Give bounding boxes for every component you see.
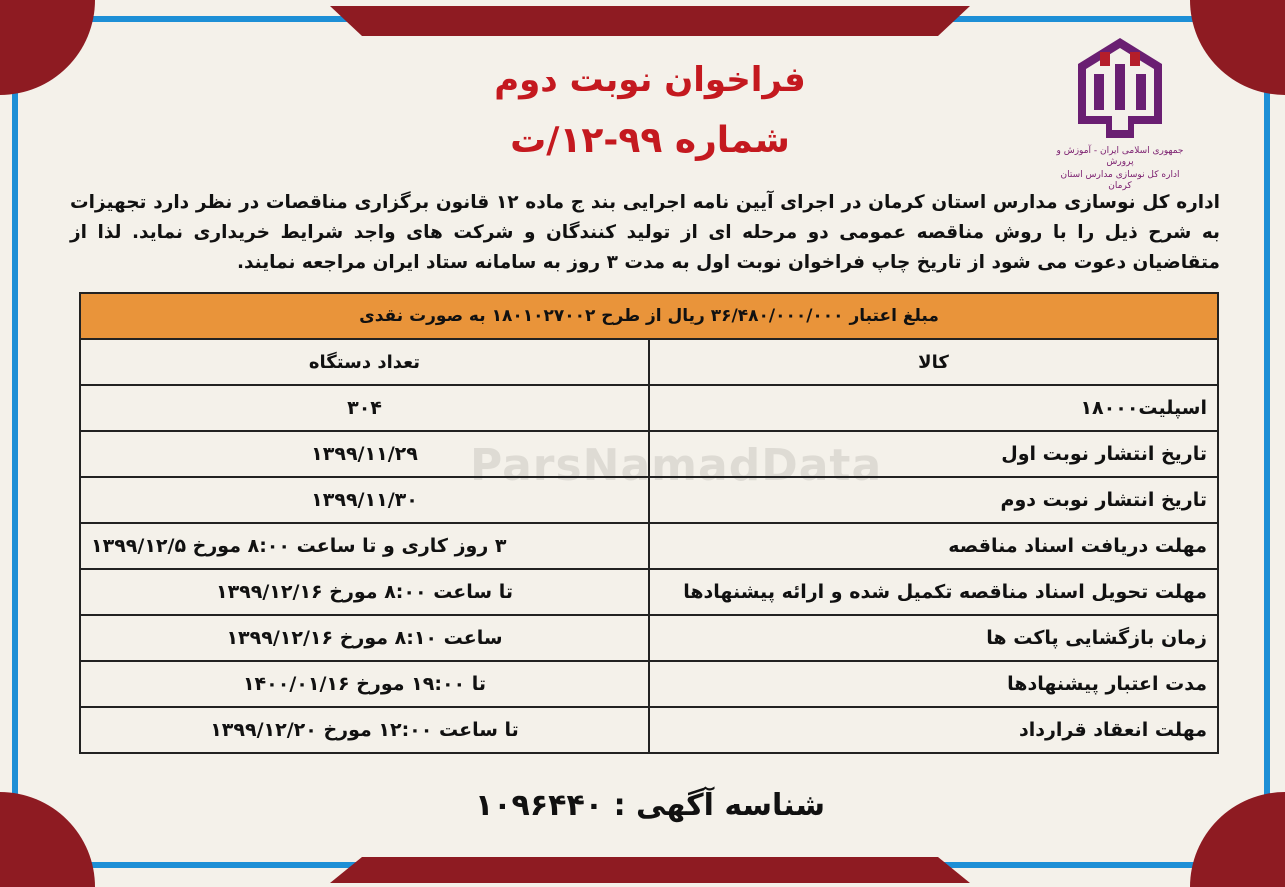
column-header-count: تعداد دستگاه bbox=[80, 339, 649, 385]
row-value: ۳ روز کاری و تا ساعت ۸:۰۰ مورخ ۱۳۹۹/۱۲/۵ bbox=[80, 523, 649, 569]
row-label: مدت اعتبار پیشنهادها bbox=[649, 661, 1218, 707]
bottom-band bbox=[330, 857, 970, 883]
top-band bbox=[330, 6, 970, 36]
logo-caption-line-1: جمهوری اسلامی ایران - آموزش و پرورش bbox=[1056, 146, 1184, 167]
organization-logo bbox=[1050, 34, 1190, 191]
row-value: ۳۰۴ bbox=[80, 385, 649, 431]
budget-row bbox=[80, 293, 1218, 339]
logo-caption-line-2: اداره کل نوسازی مدارس استان کرمان bbox=[1060, 170, 1180, 191]
table-row bbox=[80, 385, 1218, 431]
table-row bbox=[80, 523, 1218, 569]
row-label: زمان بازگشایی پاکت ها bbox=[649, 615, 1218, 661]
announcement-title: فراخوان نوبت دوم bbox=[494, 60, 806, 100]
row-label: تاریخ انتشار نوبت اول bbox=[649, 431, 1218, 477]
row-label: تاریخ انتشار نوبت دوم bbox=[649, 477, 1218, 523]
table-row bbox=[80, 661, 1218, 707]
tender-table bbox=[79, 292, 1219, 754]
building-logo-icon bbox=[1070, 34, 1170, 144]
row-value: ۱۳۹۹/۱۱/۳۰ bbox=[80, 477, 649, 523]
row-value: ۱۳۹۹/۱۱/۲۹ bbox=[80, 431, 649, 477]
table-row bbox=[80, 569, 1218, 615]
intro-paragraph: اداره کل نوسازی مدارس استان کرمان در اجرای آیین نامه اجرایی بند ج ماده ۱۲ قانون برگزاری مناقصات در نظر دارد تجهیزات به شرح ذیل را با روش مناقصه عمومی دو مرحله ای از تولید کنندگان و شرکت های واجد شرایط خریداری نماید. لذا از متقاضیان دعوت می شود از تاریخ چاپ فراخوان نوبت اول به مدت ۳ روز به سامانه ستاد ایران مراجعه نمایند. bbox=[70, 192, 1220, 273]
row-value: ساعت ۸:۱۰ مورخ ۱۳۹۹/۱۲/۱۶ bbox=[80, 615, 649, 661]
table-row bbox=[80, 477, 1218, 523]
watermark-text: ParsNamadData bbox=[470, 440, 883, 491]
column-header-item: کالا bbox=[649, 339, 1218, 385]
row-label: اسپلیت۱۸۰۰۰ bbox=[649, 385, 1218, 431]
row-value: تا ساعت ۱۲:۰۰ مورخ ۱۳۹۹/۱۲/۲۰ bbox=[80, 707, 649, 753]
row-label: مهلت تحویل اسناد مناقصه تکمیل شده و ارائه پیشنهادها bbox=[649, 569, 1218, 615]
ad-id: شناسه آگهی : ۱۰۹۶۴۴۰ bbox=[474, 788, 826, 823]
table-row bbox=[80, 707, 1218, 753]
table-row bbox=[80, 615, 1218, 661]
row-label: مهلت انعقاد قرارداد bbox=[649, 707, 1218, 753]
announcement-number: شماره ۹۹-۱۲/ت bbox=[510, 120, 790, 161]
table-row bbox=[80, 431, 1218, 477]
row-value: تا ساعت ۸:۰۰ مورخ ۱۳۹۹/۱۲/۱۶ bbox=[80, 569, 649, 615]
budget-cell: مبلغ اعتبار ۳۶/۴۸۰/۰۰۰/۰۰۰ ریال از طرح ۱۸۰۱۰۲۷۰۰۲ به صورت نقدی bbox=[80, 293, 1218, 339]
row-label: مهلت دریافت اسناد مناقصه bbox=[649, 523, 1218, 569]
table-header-row bbox=[80, 339, 1218, 385]
row-value: تا ۱۹:۰۰ مورخ ۱۴۰۰/۰۱/۱۶ bbox=[80, 661, 649, 707]
